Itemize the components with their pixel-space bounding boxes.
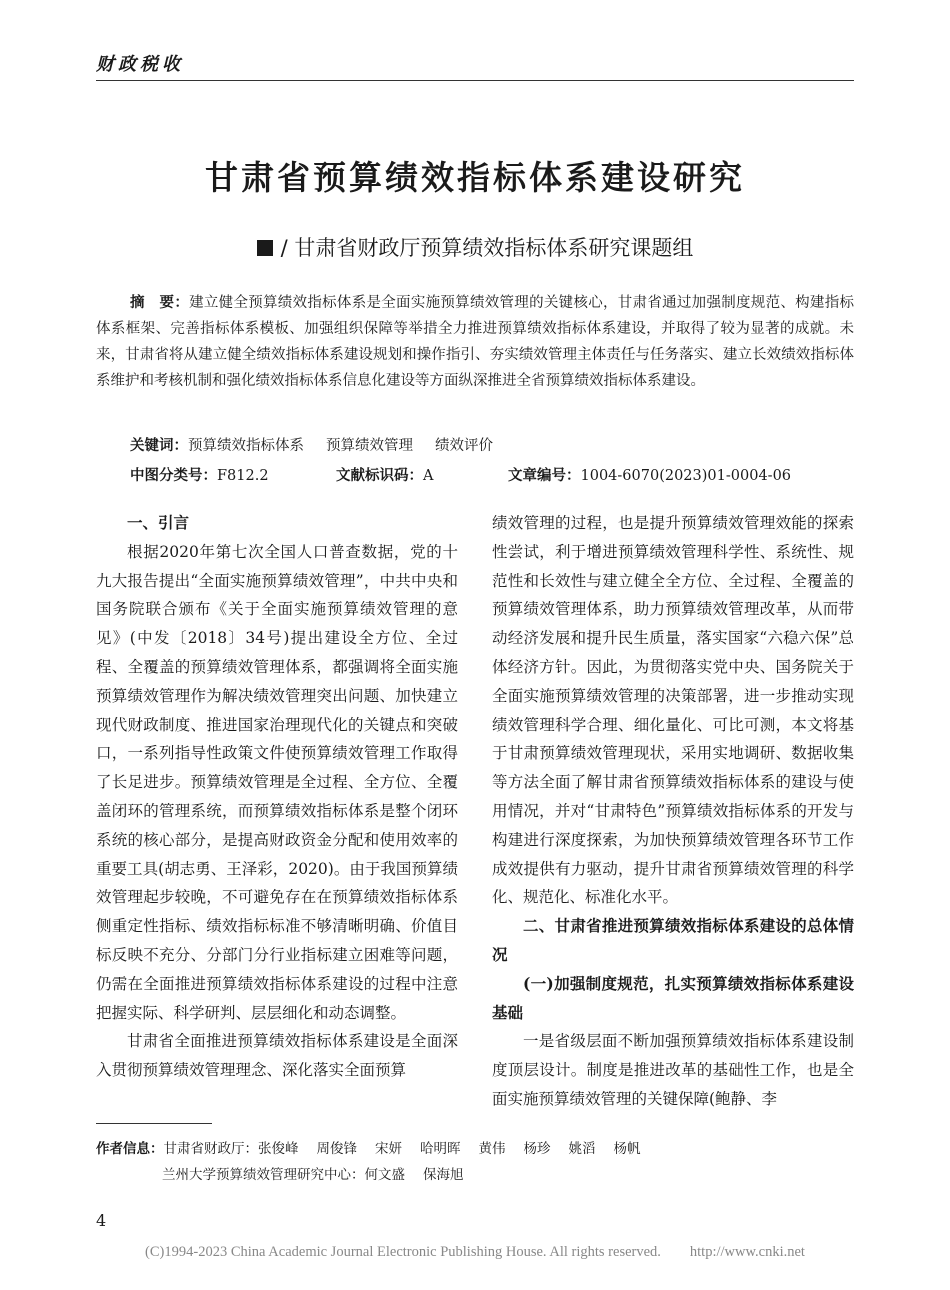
author-info-row	[96, 1162, 659, 1188]
square-bullet-icon	[257, 240, 273, 256]
journal-name: 财政税收	[96, 54, 184, 75]
author-org: 甘肃省财政厅：	[163, 1141, 258, 1157]
author-name: 杨帆	[613, 1141, 641, 1157]
abstract	[96, 290, 854, 394]
paragraph: 绩效管理的过程，也是提升预算绩效管理效能的探索性尝试，利于增进预算绩效管理科学性、系统性、规范性和长效性与建立健全全方位、全过程、全覆盖的预算绩效管理体系，助力预算绩效管理改革，从而带动经济发展和提升民生质量，落实国家“六稳六保”总体经济方针。因此，为贯彻落实党中央、国务院关于全面实施预算绩效管理的决策部署，进一步推动实现绩效管理科学合理、细化量化、可比可测，本文将基于甘肃预算绩效管理现状，采用实地调研、数据收集等方法全面了解甘肃省预算绩效指标体系的建设与使用情况，并对“甘肃特色”预算绩效指标体系的开发与构建进行深度探索，为加快预算绩效管理各环节工作成效提供有力驱动，提升甘肃省预算绩效管理的科学化、规范化、标准化水平。	[492, 514, 854, 907]
paragraph: 甘肃省全面推进预算绩效指标体系建设是全面深入贯彻预算绩效管理理念、深化落实全面预算	[96, 1032, 458, 1080]
section-heading: 一、引言	[127, 514, 190, 532]
paragraph: 一是省级层面不断加强预算绩效指标体系建设制度顶层设计。制度是推进改革的基础性工作，也是全面实施预算绩效管理的关键保障(鲍静、李	[492, 1032, 854, 1108]
subsection-heading: (一)加强制度规范，扎实预算绩效指标体系建设基础	[492, 973, 854, 1022]
author-group: / 甘肃省财政厅预算绩效指标体系研究课题组	[280, 236, 694, 260]
section-heading: 二、甘肃省推进预算绩效指标体系建设的总体情况	[492, 917, 854, 964]
article-title: 甘肃省预算绩效指标体系建设研究	[205, 158, 745, 197]
document-code: 文献标识码：A	[336, 468, 434, 484]
author-name: 姚滔	[568, 1141, 596, 1157]
keywords-label: 关键词：	[130, 438, 188, 454]
keyword-item: 预算绩效管理	[326, 438, 413, 454]
author-line	[96, 232, 854, 262]
author-name: 宋妍	[375, 1141, 402, 1157]
body-column-left	[96, 509, 458, 1085]
author-name: 杨珍	[523, 1141, 551, 1157]
abstract-label: 摘 要：	[130, 295, 190, 311]
keyword-item: 绩效评价	[435, 438, 493, 454]
footnote-rule	[96, 1123, 212, 1124]
author-name: 黄伟	[478, 1141, 506, 1157]
author-org: 兰州大学预算绩效管理研究中心：	[162, 1167, 365, 1183]
author-name: 周俊锋	[316, 1141, 357, 1157]
author-info-label: 作者信息：	[96, 1141, 164, 1157]
abstract-text: 建立健全预算绩效指标体系是全面实施预算绩效管理的关键核心，甘肃省通过加强制度规范、构建指标体系框架、完善指标体系模板、加强组织保障等举措全力推进预算绩效指标体系建设，并取得了较为显著的成就。未来，甘肃省将从建立健全绩效指标体系建设规划和操作指引、夯实绩效管理主体责任与任务落实、建立长效绩效指标体系维护和考核机制和强化绩效指标体系信息化建设等方面纵深推进全省预算绩效指标体系建设。	[96, 295, 854, 389]
author-name: 保海旭	[423, 1167, 464, 1183]
paragraph: 根据2020年第七次全国人口普查数据，党的十九大报告提出“全面实施预算绩效管理”，中共中央和国务院联合颁布《关于全面实施预算绩效管理的意见》(中发〔2018〕34号)提出建设全方位、全过程、全覆盖的预算绩效管理体系，都强调将全面实施预算绩效管理作为解决绩效管理突出问题、加快建立现代财政制度、推进国家治理现代化的关键点和突破口，一系列指导性政策文件使预算绩效管理工作取得了长足进步。预算绩效管理是全过程、全方位、全覆盖闭环的管理系统，而预算绩效指标体系是整个闭环系统的核心部分，是提高财政资金分配和使用效率的重要工具(胡志勇、王泽彩，2020)。由于我国预算绩效管理起步较晚，不可避免存在在预算绩效指标体系侧重定性指标、绩效指标标准不够清晰明确、价值目标反映不充分、分部门分行业指标建立困难等问题，仍需在全面推进预算绩效指标体系建设的过程中注意把握实际、科学研判、层层细化和动态调整。	[96, 542, 458, 1022]
author-name: 张俊峰	[258, 1141, 299, 1157]
keywords	[130, 434, 515, 455]
author-info	[96, 1136, 659, 1188]
author-name: 哈明晖	[420, 1141, 461, 1157]
body-column-right	[492, 509, 854, 1114]
article-number: 文章编号：1004-6070(2023)01-0004-06	[508, 468, 792, 484]
clc-number: 中图分类号：F812.2	[130, 468, 269, 484]
author-info-row	[96, 1136, 659, 1162]
copyright-notice: (C)1994-2023 China Academic Journal Electronic Publishing House. All rights reserved. http://www.cnki.net	[145, 1244, 805, 1260]
keyword-item: 预算绩效指标体系	[188, 438, 304, 454]
header-rule	[96, 80, 854, 81]
page-number: 4	[96, 1211, 107, 1230]
author-name: 何文盛	[364, 1167, 405, 1183]
